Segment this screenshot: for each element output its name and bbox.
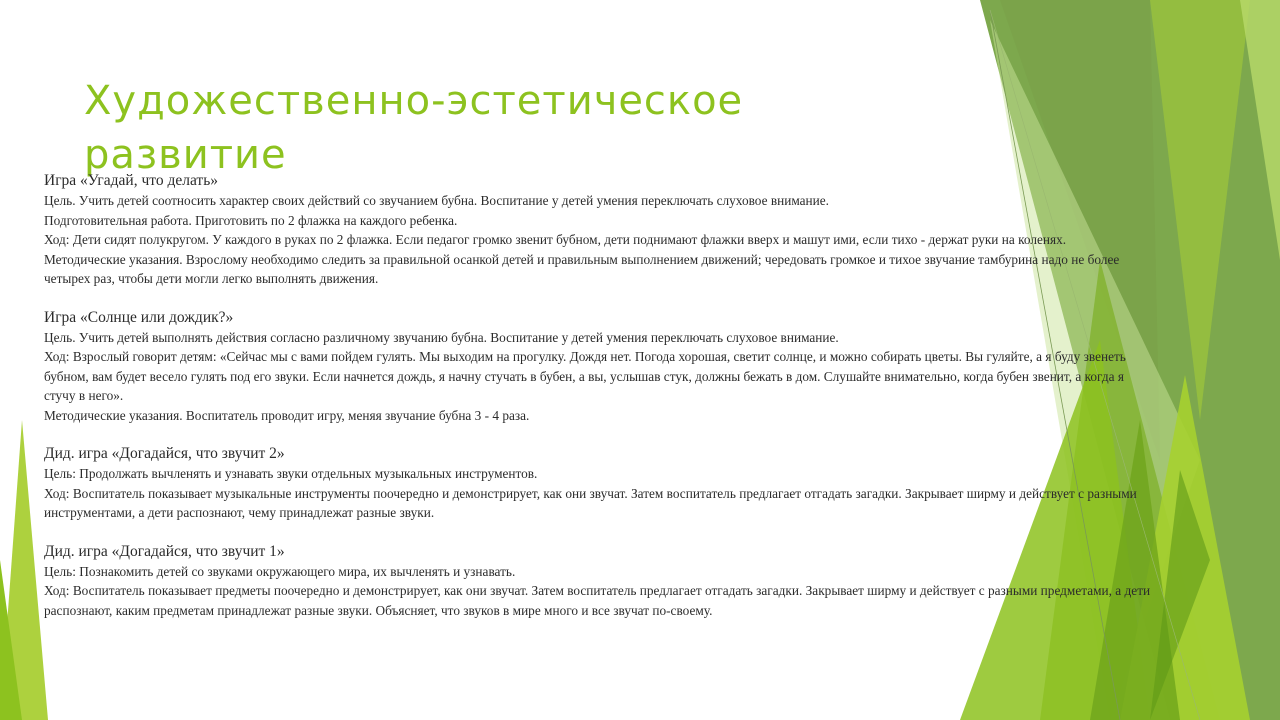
game-text-line: Цель. Учить детей соотносить характер своих действий со звучанием бубна. Воспитание у детей умения переключать слуховое внимание. (44, 193, 830, 208)
game-text-line: Цель: Продолжать вычленять и узнавать звуки отдельных музыкальных инструментов. (44, 466, 538, 481)
game-title: Игра «Угадай, что делать» (44, 172, 219, 189)
game-title: Дид. игра «Догадайся, что звучит 2» (44, 445, 285, 462)
game-text-line: Методические указания. Взрослому необходимо следить за правильной осанкой детей и правильным выполнением движений; чередовать громкое и тихое звучание тамбурина надо не более четырех раз, чтобы дети могли легко выполнять движения. (44, 251, 1120, 286)
game-title: Дид. игра «Догадайся, что звучит 1» (44, 542, 285, 560)
section-gap (44, 523, 1156, 542)
section-gap (44, 289, 1156, 308)
game-text-line: Подготовительная работа. Приготовить по 2 флажка на каждого ребенка. (44, 212, 458, 228)
game-text-line: Ход: Дети сидят полукругом. У каждого в руках по 2 флажка. Если педагог громко звенит бубном, дети поднимают флажки вверх и машут ими, если тихо - держат руки на коленях. (44, 232, 1067, 247)
game-text-line: Ход: Воспитатель показывает музыкальные инструменты поочередно и демонстрирует, как они звучат. Затем воспитатель предлагает отгадать загадки. Закрывает ширму и действует с разными инструментами, а дети распознают, чему принадлежат разные звуки. (44, 485, 1137, 520)
game-title: Игра «Солнце или дождик?» (44, 308, 234, 326)
slide-title: Художественно-эстетическое развитие (84, 78, 744, 178)
game-text-line: Ход: Взрослый говорит детям: «Сейчас мы с вами пойдем гулять. Мы выходим на прогулку. Дождя нет. Погода хорошая, светит солнце, и можно собирать цветы. Вы гуляйте, а я буду звенеть бубном, вам будет весело гулять под его звуки. Если начнется дождь, я начну стучать в бубен, а вы, услышав стук, должны бежать в дом. Слушайте внимательно, когда бубен звенит, а когда я стучу в него». (44, 349, 1126, 403)
game-text-line: Ход: Воспитатель показывает предметы поочередно и демонстрирует, как они звучат. Затем воспитатель предлагает отгадать загадки. Закрывает ширму и действует с разными предметами, а дети распознают, каким предметам принадлежат разные звуки. Объясняет, что звуков в мире много и все звучат по-своему. (44, 583, 1151, 618)
game-text-line: Цель. Учить детей выполнять действия согласно различному звучанию бубна. Воспитание у детей умения переключать слуховое внимание. (44, 329, 839, 345)
section-gap (44, 425, 1156, 444)
game-text-line: Методические указания. Воспитатель проводит игру, меняя звучание бубна 3 - 4 раза. (44, 407, 530, 423)
game-text-line: Цель: Познакомить детей со звуками окружающего мира, их вычленять и узнавать. (44, 563, 516, 579)
slide-content (44, 171, 1156, 620)
